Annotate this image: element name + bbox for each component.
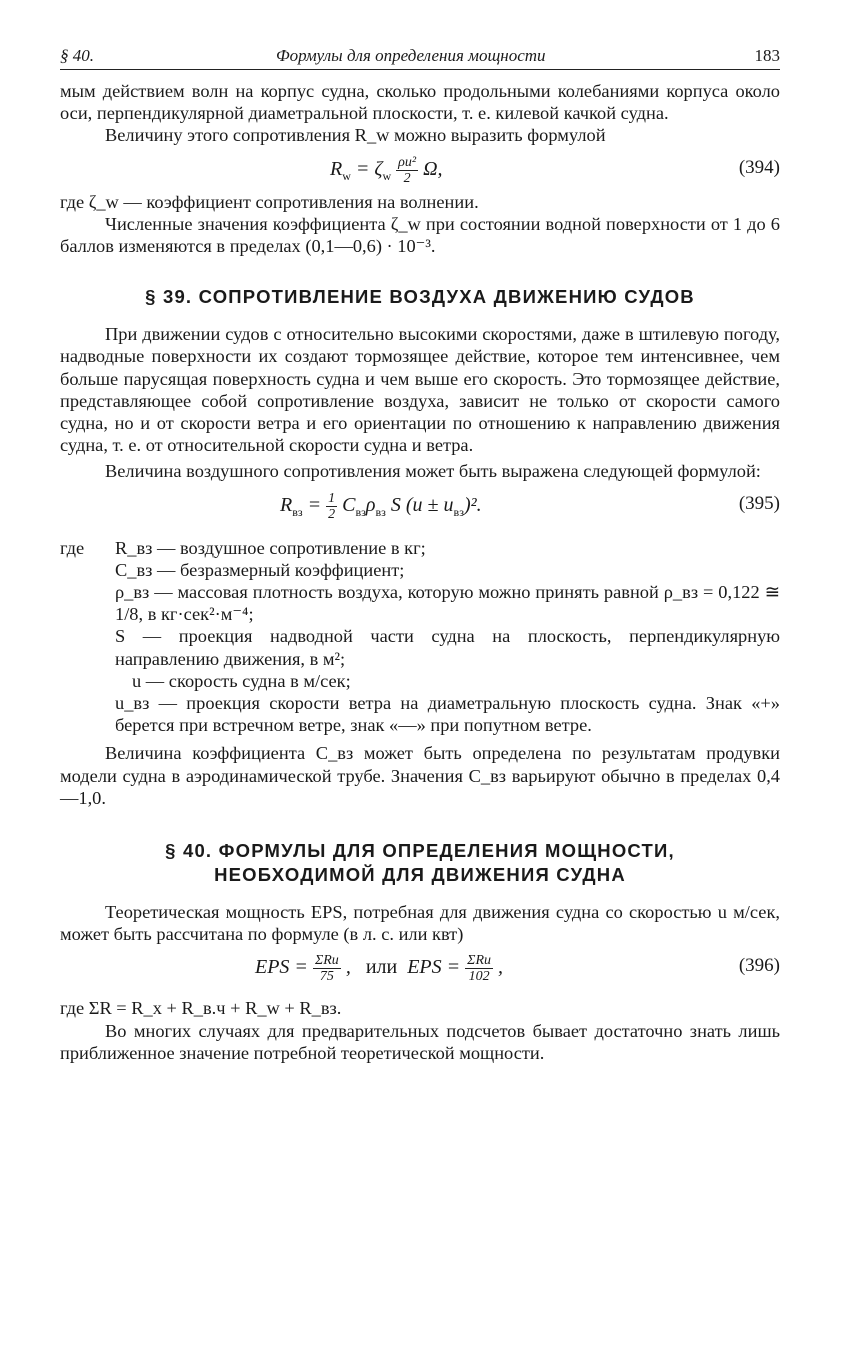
definition-text: C_вз — безразмерный коэффициент; bbox=[115, 559, 405, 580]
formula-396 bbox=[60, 945, 780, 997]
paragraph-coefficient-definition: где ζ_w — коэффициент сопротивления на волнении. bbox=[60, 191, 479, 212]
formula-395 bbox=[60, 483, 780, 533]
running-head bbox=[60, 40, 780, 70]
formula-396-or: или bbox=[365, 956, 398, 979]
paragraph-wave-continuation: мым действием волн на корпус судна, сколько продольными колебаниями корпуса около оси, перпендикулярной диаметральной плоскости, т. е. килевой качкой судна. bbox=[60, 81, 780, 124]
paragraph-approximate-power: Во многих случаях для предварительных подсчетов бывает достаточно знать лишь приближенное значение потребной теоретической мощности. bbox=[60, 1020, 780, 1063]
definition-text: ρ_вз — массовая плотность воздуха, которую можно принять равной ρ_вз = 0,122 ≅ 1/8, в кг·сек²·м⁻⁴; bbox=[115, 582, 780, 625]
definition-text: R_вз — воздушное сопротивление в кг; bbox=[115, 537, 426, 558]
paragraph-air-resistance: При движении судов с относительно высокими скоростями, даже в штилевую погоду, надводные поверхности их создают тормозящее действие, которое тем интенсивнее, чем больше парусящая поверхность судна и чем выше его скорость. Это тормозящее действие, представляющее собой сопротивление воздуха, зависит не только от скорости самого судна, но и от скорости ветра и его ориентации по отношению к направлению движения судна, т. е. от относительной скорости судна и ветра. bbox=[60, 324, 780, 456]
definition-text: S — проекция надводной части судна на плоскость, перпендикулярную направлению движения, в м²; bbox=[115, 626, 780, 669]
formula-396-body: EPS = $\frac{\text{ΣRu}}{75}$ , или EPS = $\frac{\text{ΣRu}}{102}$ , bbox=[255, 953, 504, 985]
formula-394-number: (394) bbox=[738, 156, 780, 178]
section-heading-39: § 39. СОПРОТИВЛЕНИЕ ВОЗДУХА ДВИЖЕНИЮ СУДОВ bbox=[145, 286, 695, 308]
section-heading-40-line1: § 40. ФОРМУЛЫ ДЛЯ ОПРЕДЕЛЕНИЯ МОЩНОСТИ, bbox=[165, 840, 675, 862]
book-page bbox=[60, 40, 780, 1064]
section-heading-40-line2: НЕОБХОДИМОЙ ДЛЯ ДВИЖЕНИЯ СУДНА bbox=[214, 864, 626, 886]
formula-394 bbox=[60, 147, 780, 191]
definition-text: u — скорость судна в м/сек; bbox=[132, 670, 351, 691]
definition-item bbox=[60, 625, 780, 669]
definition-item bbox=[60, 670, 780, 692]
paragraph-coefficient-range: Величина коэффициента C_вз может быть определена по результатам продувки модели судна в аэродинамической трубе. Значения C_вз варьируют обычно в пределах 0,4—1,0. bbox=[60, 743, 780, 808]
definition-item bbox=[60, 581, 780, 625]
formula-394-body: $R_w = \zeta_w$ $\frac{\text{ρu²}}{2}$ Ω, bbox=[330, 154, 443, 186]
definition-item bbox=[60, 692, 780, 736]
paragraph-sum-definition: где ΣR = R_x + R_в.ч + R_w + R_вз. bbox=[60, 998, 342, 1019]
header-rule bbox=[60, 69, 780, 70]
definition-list bbox=[60, 537, 780, 737]
running-head-title: Формулы для определения мощности bbox=[276, 46, 546, 65]
definition-text: u_вз — проекция скорости ветра на диаметральную плоскость судна. Знак «+» берется при встречном ветре, знак «—» при попутном ветре. bbox=[115, 693, 780, 736]
formula-395-body: $R_{вз}$ = $\frac{1}{2}$ $C_{вз}\rho_{вз}$ S $(u \pm u_{вз})^2$. bbox=[280, 490, 482, 522]
paragraph-power-intro: Теоретическая мощность EPS, потребная для движения судна со скоростью u м/сек, может быть рассчитана по формуле (в л. с. или квт) bbox=[60, 902, 780, 945]
paragraph-air-formula-intro: Величина воздушного сопротивления может быть выражена следующей формулой: bbox=[105, 461, 761, 482]
page-number: 183 bbox=[754, 46, 780, 65]
definition-item bbox=[60, 537, 780, 559]
formula-396-number: (396) bbox=[738, 955, 780, 977]
running-head-section: § 40. bbox=[60, 46, 94, 65]
definition-item bbox=[60, 559, 780, 581]
paragraph-wave-resistance-intro: Величину этого сопротивления R_w можно выразить формулой bbox=[105, 125, 606, 146]
formula-395-number: (395) bbox=[738, 492, 780, 514]
paragraph-coefficient-values: Численные значения коэффициента ζ_w при состоянии водной поверхности от 1 до 6 баллов изменяются в пределах (0,1—0,6) · 10⁻³. bbox=[60, 213, 780, 257]
where-label: где bbox=[60, 537, 85, 558]
